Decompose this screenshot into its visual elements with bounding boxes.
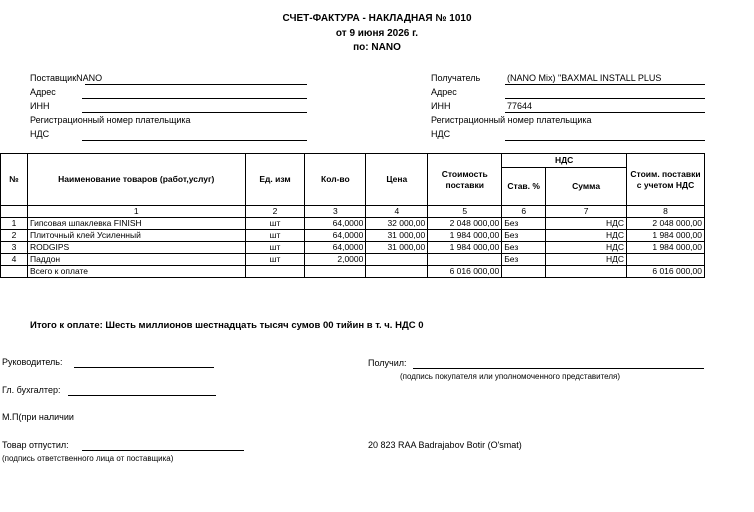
row-num: 2 — [1, 230, 28, 242]
header-qty: Кол-во — [305, 154, 366, 206]
row-num: 3 — [1, 242, 28, 254]
column-number-row — [1, 206, 705, 218]
row-cost: 1 984 000,00 — [428, 242, 502, 254]
supplier-address-label: Адрес — [30, 87, 56, 97]
row-price: 32 000,00 — [366, 218, 428, 230]
stamp-label: М.П(при наличии — [2, 412, 74, 422]
header-vat-sum: Сумма — [546, 168, 627, 206]
row-cost: 1 984 000,00 — [428, 230, 502, 242]
row-price: 31 000,00 — [366, 242, 428, 254]
document-title: СЧЕТ-ФАКТУРА - НАКЛАДНАЯ № 1010 — [282, 13, 472, 24]
recipient-inn-value: 77644 — [507, 101, 533, 111]
row-unit: шт — [245, 218, 305, 230]
row-cost — [428, 254, 502, 266]
total-with-vat: 6 016 000,00 — [627, 266, 705, 278]
recipient-inn-line — [505, 112, 705, 113]
accountant-line — [68, 395, 216, 396]
row-total — [627, 254, 705, 266]
row-total: 2 048 000,00 — [627, 218, 705, 230]
total-empty — [245, 266, 305, 278]
supplier-value: NANO — [76, 73, 103, 83]
supplier-inn-line — [82, 112, 307, 113]
row-num: 4 — [1, 254, 28, 266]
header-vat: НДС — [502, 154, 627, 168]
colnum: 6 — [502, 206, 546, 218]
recipient-label: Получатель — [431, 73, 481, 83]
recipient-address-label: Адрес — [431, 87, 457, 97]
header-unit: Ед. изм — [245, 154, 305, 206]
row-unit: шт — [245, 242, 305, 254]
row-vat: НДС — [546, 230, 627, 242]
recipient-value: (NANO Mix) "BAXMAL INSTALL PLUS — [507, 73, 662, 83]
colnum: 1 — [27, 206, 245, 218]
row-name: Гипсовая шпаклевка FINISH — [27, 218, 245, 230]
row-qty: 2,0000 — [305, 254, 366, 266]
row-vat: НДС — [546, 254, 627, 266]
document-date: от 9 июня 2026 г. — [335, 28, 419, 39]
colnum: 8 — [627, 206, 705, 218]
received-line — [413, 368, 704, 369]
recipient-line — [505, 84, 705, 85]
colnum: 3 — [305, 206, 366, 218]
supplier-line — [85, 84, 307, 85]
row-cost: 2 048 000,00 — [428, 218, 502, 230]
table-header-row — [1, 154, 705, 168]
header-num: № — [1, 154, 28, 206]
supplier-nds-label: НДС — [30, 129, 50, 139]
recipient-reg-label: Регистрационный номер плательщика — [431, 115, 592, 125]
invoice-table — [0, 153, 705, 278]
director-line — [74, 367, 214, 368]
row-price: 31 000,00 — [366, 230, 428, 242]
released-note: (подпись ответственного лица от поставщика) — [2, 454, 174, 463]
row-vat: НДС — [546, 218, 627, 230]
recipient-nds-label: НДС — [431, 129, 451, 139]
colnum: 2 — [245, 206, 305, 218]
row-rate: Без — [502, 230, 546, 242]
row-qty: 64,0000 — [305, 242, 366, 254]
received-note: (подпись покупателя или уполномоченного представителя) — [400, 372, 621, 381]
header-cost: Стоимость поставки — [428, 154, 502, 206]
colnum-empty — [1, 206, 28, 218]
header-total: Стоим. поставки с учетом НДС — [627, 154, 705, 206]
supplier-nds-line — [82, 140, 307, 141]
released-line — [82, 450, 244, 451]
row-num: 1 — [1, 218, 28, 230]
row-unit: шт — [245, 254, 305, 266]
row-name: Плиточный клей Усиленный — [27, 230, 245, 242]
total-empty — [1, 266, 28, 278]
table-row — [1, 254, 705, 266]
responsible-person: 20 823 RAA Badrajabov Botir (O'smat) — [368, 440, 522, 450]
row-total: 1 984 000,00 — [627, 242, 705, 254]
table-total-row — [1, 266, 705, 278]
total-cost: 6 016 000,00 — [428, 266, 502, 278]
table-row — [1, 218, 705, 230]
amount-in-words: Итого к оплате: Шесть миллионов шестнадцать тысяч сумов 00 тийин в т. ч. НДС 0 — [30, 320, 424, 331]
table-row — [1, 230, 705, 242]
row-rate: Без — [502, 218, 546, 230]
row-vat: НДС — [546, 242, 627, 254]
header-name: Наименование товаров (работ,услуг) — [27, 154, 245, 206]
supplier-label: ПоставщикNANO — [30, 73, 103, 83]
director-label: Руководитель: — [2, 357, 63, 367]
recipient-inn-label: ИНН — [431, 101, 451, 111]
colnum: 5 — [428, 206, 502, 218]
document-basis: по: NANO — [353, 42, 401, 53]
total-empty — [366, 266, 428, 278]
total-empty — [546, 266, 627, 278]
supplier-reg-label: Регистрационный номер плательщика — [30, 115, 191, 125]
accountant-label: Гл. бухгалтер: — [2, 385, 61, 395]
total-empty — [305, 266, 366, 278]
colnum: 7 — [546, 206, 627, 218]
row-qty: 64,0000 — [305, 218, 366, 230]
row-qty: 64,0000 — [305, 230, 366, 242]
row-rate: Без — [502, 242, 546, 254]
row-total: 1 984 000,00 — [627, 230, 705, 242]
total-label: Всего к оплате — [27, 266, 245, 278]
supplier-address-line — [82, 98, 307, 99]
total-empty — [502, 266, 546, 278]
row-price — [366, 254, 428, 266]
colnum: 4 — [366, 206, 428, 218]
header-price: Цена — [366, 154, 428, 206]
supplier-inn-label: ИНН — [30, 101, 50, 111]
header-vat-rate: Став. % — [502, 168, 546, 206]
recipient-nds-line — [505, 140, 705, 141]
row-unit: шт — [245, 230, 305, 242]
row-name: RODGIPS — [27, 242, 245, 254]
received-label: Получил: — [368, 358, 407, 368]
row-name: Паддон — [27, 254, 245, 266]
row-rate: Без — [502, 254, 546, 266]
released-label: Товар отпустил: — [2, 440, 69, 450]
recipient-address-line — [505, 98, 705, 99]
table-row — [1, 242, 705, 254]
